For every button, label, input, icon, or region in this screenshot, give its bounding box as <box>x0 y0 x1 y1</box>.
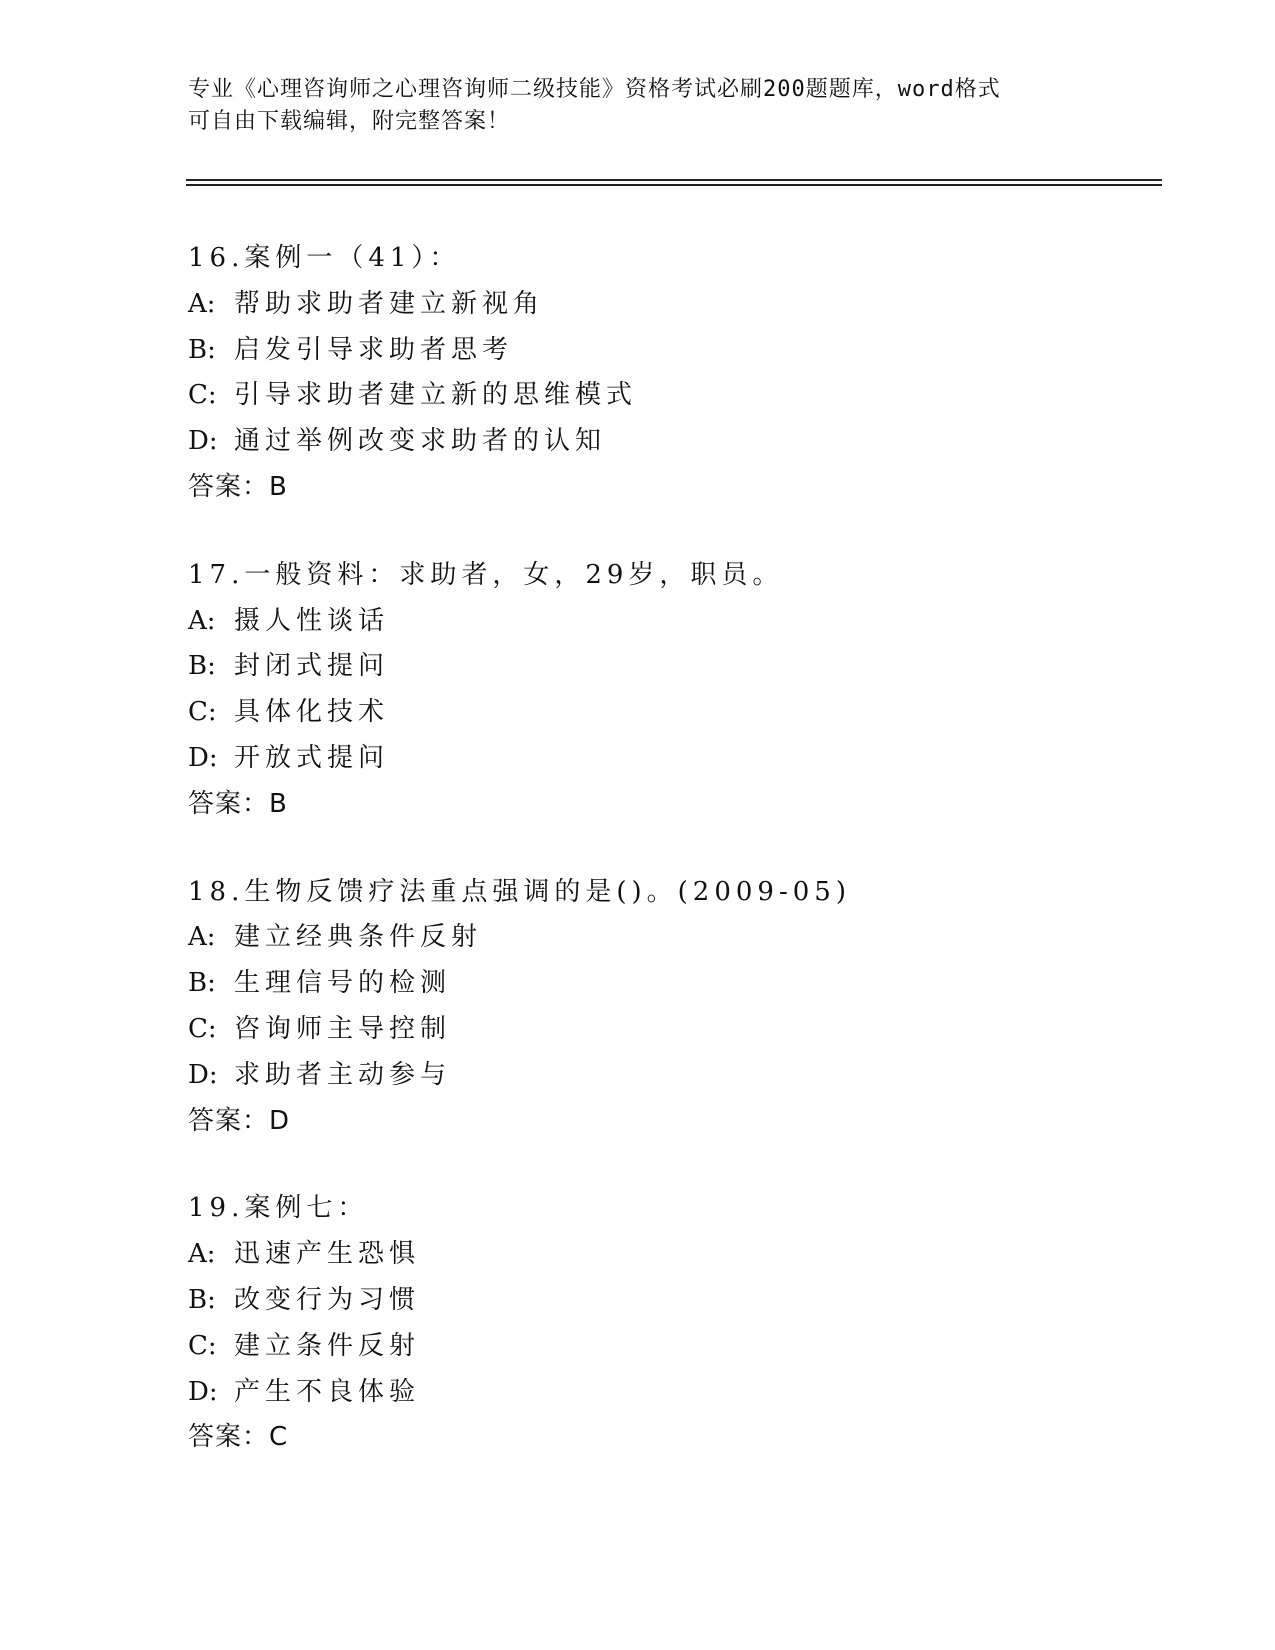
header-line-2: 可自由下载编辑，附完整答案！ <box>188 109 511 134</box>
option-a <box>188 1232 1138 1278</box>
option-text: 建立条件反射 <box>234 1330 421 1361</box>
option-letter: B: <box>188 651 216 682</box>
option-text: 帮助求助者建立新视角 <box>234 288 545 319</box>
option-letter: A: <box>188 605 216 636</box>
option-c <box>188 373 1138 419</box>
option-c <box>188 690 1138 736</box>
question-stem: 19.案例七： <box>188 1193 369 1224</box>
option-d <box>188 1053 1138 1099</box>
option-letter: B: <box>188 334 216 365</box>
question-19 <box>188 1186 1138 1461</box>
option-text: 具体化技术 <box>234 697 390 728</box>
option-letter: C: <box>188 1013 217 1044</box>
option-letter: D: <box>188 1059 218 1090</box>
option-letter: D: <box>188 426 218 457</box>
option-b <box>188 961 1138 1007</box>
question-list <box>188 236 1138 1503</box>
option-text: 产生不良体验 <box>234 1376 421 1407</box>
question-stem: 17.一般资料：求助者，女，29岁，职员。 <box>188 559 784 590</box>
header-line-1: 专业《心理咨询师之心理咨询师二级技能》资格考试必刷200题题库，word格式 <box>188 77 1001 102</box>
option-b <box>188 644 1138 690</box>
document-header <box>188 74 1088 138</box>
question-stem: 18.生物反馈疗法重点强调的是()。(2009-05) <box>188 876 851 907</box>
option-letter: D: <box>188 1376 218 1407</box>
answer-line: 答案：C <box>188 1422 289 1453</box>
option-b <box>188 328 1138 374</box>
question-stem: 16.案例一（41）： <box>188 243 461 273</box>
option-c <box>188 1324 1138 1370</box>
option-text: 迅速产生恐惧 <box>234 1239 421 1270</box>
option-letter: C: <box>188 380 217 411</box>
option-d <box>188 1370 1138 1416</box>
option-a <box>188 599 1138 645</box>
option-letter: B: <box>188 968 216 999</box>
option-letter: A: <box>188 1239 216 1270</box>
option-text: 改变行为习惯 <box>234 1284 421 1315</box>
option-text: 咨询师主导控制 <box>234 1013 452 1044</box>
option-letter: D: <box>188 742 218 773</box>
answer-line: 答案：B <box>188 788 288 819</box>
option-b <box>188 1278 1138 1324</box>
header-rule-top <box>186 179 1162 181</box>
question-17 <box>188 553 1138 828</box>
option-text: 求助者主动参与 <box>234 1059 452 1090</box>
option-a <box>188 915 1138 961</box>
option-d <box>188 419 1138 465</box>
option-letter: A: <box>188 922 216 953</box>
option-letter: C: <box>188 1330 217 1361</box>
option-text: 封闭式提问 <box>234 651 390 682</box>
question-18 <box>188 870 1138 1145</box>
option-text: 引导求助者建立新的思维模式 <box>234 380 638 411</box>
option-text: 开放式提问 <box>234 742 390 773</box>
header-rule-bottom <box>186 184 1162 186</box>
option-text: 摄人性谈话 <box>234 605 390 636</box>
option-a <box>188 282 1138 328</box>
option-text: 通过举例改变求助者的认知 <box>234 426 607 457</box>
option-letter: C: <box>188 697 217 728</box>
option-d <box>188 736 1138 782</box>
option-c <box>188 1007 1138 1053</box>
option-letter: A: <box>188 288 216 319</box>
answer-line: 答案：B <box>188 471 288 502</box>
option-text: 生理信号的检测 <box>234 968 452 999</box>
option-text: 建立经典条件反射 <box>234 922 483 953</box>
question-16 <box>188 236 1138 511</box>
option-letter: B: <box>188 1284 216 1315</box>
option-text: 启发引导求助者思考 <box>234 334 514 365</box>
answer-line: 答案：D <box>188 1105 291 1136</box>
